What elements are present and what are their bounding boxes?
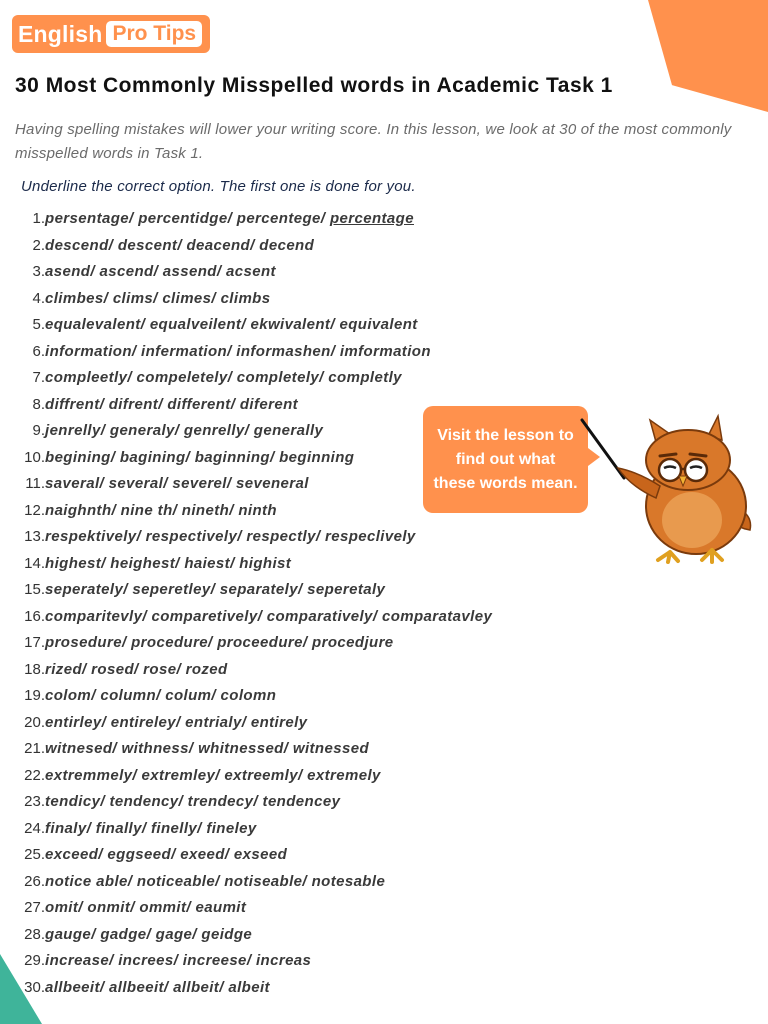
option[interactable]: several: [108, 475, 164, 492]
option[interactable]: extreemly: [224, 766, 298, 784]
option[interactable]: allbeeit: [45, 978, 100, 996]
item-options: naighnth/ nine th/ nineth/ ninth: [45, 501, 277, 519]
option[interactable]: assend: [162, 263, 217, 280]
item-options: omit/ onmit/ ommit/ eaumit: [45, 899, 247, 916]
option[interactable]: allbeit: [173, 978, 220, 996]
option[interactable]: entirely: [250, 713, 308, 731]
option[interactable]: separately: [219, 581, 298, 598]
option[interactable]: column: [100, 687, 157, 704]
brand-logo: [12, 15, 210, 53]
option[interactable]: clims: [112, 289, 154, 307]
option[interactable]: bagining: [119, 448, 186, 466]
option[interactable]: generally: [253, 422, 324, 439]
option[interactable]: infermation: [141, 342, 228, 360]
brand-name: English: [18, 20, 103, 47]
corner-decoration-top: [648, 0, 768, 112]
option[interactable]: eggseed: [107, 846, 172, 863]
list-item: [0, 312, 600, 339]
item-number: 20.: [24, 713, 45, 731]
option[interactable]: exseed: [233, 846, 288, 863]
item-options: comparitevly/ comparetively/ comparatively/ comparatavley: [45, 607, 493, 625]
list-item: [0, 683, 600, 710]
option[interactable]: seperetaly: [307, 581, 386, 598]
list-item: [0, 657, 600, 684]
option[interactable]: descend: [45, 236, 109, 254]
option[interactable]: asend: [45, 263, 91, 280]
item-options: saveral/ several/ severel/ seveneral: [45, 475, 309, 492]
option[interactable]: tendicy: [45, 793, 101, 810]
list-item: [0, 233, 600, 260]
option[interactable]: seveneral: [236, 475, 309, 492]
option[interactable]: notice able: [45, 872, 128, 890]
option[interactable]: equalveilent: [149, 316, 242, 333]
option[interactable]: proceedure: [217, 634, 303, 651]
option[interactable]: deacend: [186, 236, 251, 254]
option[interactable]: naighnth: [45, 501, 112, 519]
option[interactable]: seperetley: [132, 581, 211, 598]
option[interactable]: extremmely: [45, 766, 133, 784]
option[interactable]: rose: [143, 660, 177, 678]
item-options: compleetly/ compeletely/ completely/ completly: [45, 369, 402, 386]
list-item: [0, 895, 600, 922]
option[interactable]: increase: [45, 952, 110, 969]
list-item: [0, 789, 600, 816]
option[interactable]: whitnessed: [198, 740, 284, 757]
option[interactable]: climbes: [45, 289, 104, 307]
list-item: [0, 577, 600, 604]
option[interactable]: begining: [45, 448, 111, 466]
option[interactable]: seperately: [45, 581, 124, 598]
option[interactable]: persentage: [45, 210, 130, 227]
item-options: descend/ descent/ deacend/ decend: [45, 236, 315, 254]
option[interactable]: equivalent: [339, 316, 418, 333]
option[interactable]: diffrent: [45, 395, 100, 413]
item-number: 5.: [32, 316, 45, 333]
option[interactable]: equalevalent: [45, 316, 141, 333]
option[interactable]: genrelly: [183, 422, 245, 439]
item-number: 1.: [32, 210, 45, 227]
pointer-stick-icon: [582, 420, 624, 478]
option[interactable]: acsent: [226, 263, 276, 280]
option[interactable]: entirley: [45, 713, 102, 731]
item-number: 26.: [24, 872, 45, 890]
list-item: [0, 259, 600, 286]
option[interactable]: noticeable: [136, 872, 216, 890]
item-options: gauge/ gadge/ gage/ geidge: [45, 925, 253, 943]
option[interactable]: ascend: [99, 263, 154, 280]
option[interactable]: respeclively: [324, 528, 416, 545]
item-options: extremmely/ extremley/ extreemly/ extremely: [45, 766, 381, 784]
option[interactable]: tendencey: [262, 793, 341, 810]
option[interactable]: diferent: [239, 395, 299, 413]
list-item: [0, 975, 600, 1002]
page-title: 30 Most Commonly Misspelled words in Academic Task 1: [15, 74, 613, 97]
list-item: [0, 206, 600, 233]
item-options: notice able/ noticeable/ notiseable/ notesable: [45, 872, 386, 890]
item-options: allbeeit/ allbeeit/ allbeit/ albeit: [45, 978, 270, 996]
option[interactable]: completely: [236, 369, 320, 386]
option[interactable]: gage: [155, 925, 193, 943]
option[interactable]: haiest: [184, 554, 231, 572]
item-number: 27.: [24, 899, 45, 916]
owl-teacher-icon: [578, 412, 756, 564]
option-answer[interactable]: percentage: [329, 210, 414, 227]
option[interactable]: onmit: [87, 899, 131, 916]
option[interactable]: entrialy: [185, 713, 242, 731]
option[interactable]: finaly: [45, 819, 87, 837]
item-number: 30.: [24, 978, 45, 996]
item-options: equalevalent/ equalveilent/ ekwivalent/ equivalent: [45, 316, 418, 333]
option[interactable]: severel: [172, 475, 227, 492]
item-number: 18.: [24, 660, 45, 678]
option[interactable]: geidge: [201, 925, 253, 943]
item-options: prosedure/ procedure/ proceedure/ procedjure: [45, 634, 394, 651]
list-item: [0, 869, 600, 896]
option[interactable]: saveral: [45, 475, 100, 492]
option[interactable]: difrent: [108, 395, 159, 413]
item-options: jenrelly/ generaly/ genrelly/ generally: [45, 422, 324, 439]
option[interactable]: ekwivalent: [250, 316, 331, 333]
list-item: [0, 736, 600, 763]
option[interactable]: procedure: [131, 634, 209, 651]
option[interactable]: highest: [45, 554, 102, 572]
item-options: entirley/ entireley/ entrialy/ entirely: [45, 713, 308, 731]
item-number: 3.: [32, 263, 45, 280]
option[interactable]: jenrelly: [45, 422, 101, 439]
option[interactable]: prosedure: [45, 634, 122, 651]
item-number: 2.: [32, 236, 45, 254]
item-options: rized/ rosed/ rose/ rozed: [45, 660, 228, 678]
option[interactable]: imformation: [339, 342, 431, 360]
item-options: colom/ column/ colum/ colomn: [45, 687, 277, 704]
option[interactable]: rosed: [91, 660, 135, 678]
option[interactable]: nineth: [181, 501, 230, 519]
item-number: 29.: [24, 952, 45, 969]
list-item: [0, 922, 600, 949]
option[interactable]: finally: [95, 819, 142, 837]
item-number: 25.: [24, 846, 45, 863]
option[interactable]: witnesed: [45, 740, 113, 757]
list-item: [0, 948, 600, 975]
option[interactable]: baginning: [194, 448, 270, 466]
item-number: 6.: [32, 342, 45, 360]
option[interactable]: ommit: [139, 899, 187, 916]
brand-pill: Pro Tips: [106, 21, 202, 47]
option[interactable]: highist: [239, 554, 292, 572]
option[interactable]: increas: [255, 952, 312, 969]
list-item: [0, 710, 600, 737]
list-item: [0, 842, 600, 869]
list-item: [0, 286, 600, 313]
item-number: 15.: [24, 581, 45, 598]
option[interactable]: allbeeit: [109, 978, 164, 996]
item-number: 9.: [32, 422, 45, 439]
option[interactable]: extremely: [307, 766, 381, 784]
option[interactable]: descent: [117, 236, 178, 254]
option[interactable]: increes: [118, 952, 174, 969]
item-number: 22.: [24, 766, 45, 784]
option[interactable]: exeed: [180, 846, 225, 863]
option[interactable]: procedjure: [312, 634, 394, 651]
item-number: 24.: [24, 819, 45, 837]
option[interactable]: respectly: [246, 528, 316, 545]
item-options: persentage/ percentidge/ percentege/ percentage: [45, 210, 414, 227]
callout-text: Visit the lesson to find out what these words mean.: [433, 426, 578, 492]
list-item: [0, 763, 600, 790]
item-options: tendicy/ tendency/ trendecy/ tendencey: [45, 793, 341, 810]
item-options: begining/ bagining/ baginning/ beginning: [45, 448, 355, 466]
option[interactable]: completly: [328, 369, 402, 386]
option[interactable]: increese: [182, 952, 247, 969]
option[interactable]: climbs: [220, 289, 271, 307]
item-options: highest/ heighest/ haiest/ highist: [45, 554, 292, 572]
option[interactable]: colum: [165, 687, 212, 704]
option[interactable]: respectively: [145, 528, 238, 545]
option[interactable]: colomn: [220, 687, 277, 704]
option[interactable]: comparatively: [266, 607, 373, 625]
option[interactable]: ninth: [238, 501, 277, 519]
list-item: [0, 339, 600, 366]
list-item: [0, 524, 600, 551]
item-options: climbes/ clims/ climes/ climbs: [45, 289, 271, 307]
option[interactable]: percentidge: [138, 210, 228, 227]
option[interactable]: notesable: [311, 872, 386, 890]
item-number: 17.: [24, 634, 45, 651]
option[interactable]: comparetively: [151, 607, 258, 625]
item-options: respektively/ respectively/ respectly/ respeclively: [45, 528, 416, 545]
item-number: 28.: [24, 925, 45, 943]
item-options: exceed/ eggseed/ exeed/ exseed: [45, 846, 288, 863]
option[interactable]: rized: [45, 660, 83, 678]
item-number: 19.: [24, 687, 45, 704]
option[interactable]: information: [45, 342, 132, 360]
option[interactable]: gauge: [45, 925, 92, 943]
option[interactable]: compeletely: [136, 369, 228, 386]
option[interactable]: trendecy: [187, 793, 254, 810]
option[interactable]: witnessed: [292, 740, 370, 757]
item-number: 8.: [32, 395, 45, 413]
list-item: [0, 630, 600, 657]
item-options: witnesed/ withness/ whitnessed/ witnessed: [45, 740, 370, 757]
item-number: 10.: [24, 448, 45, 466]
option[interactable]: colom: [45, 687, 92, 704]
item-number: 16.: [24, 607, 45, 625]
option[interactable]: comparatavley: [381, 607, 493, 625]
list-item: [0, 365, 600, 392]
item-options: information/ infermation/ informashen/ imformation: [45, 342, 431, 360]
item-number: 21.: [24, 740, 45, 757]
option[interactable]: nine th: [120, 501, 173, 519]
instruction-text: Underline the correct option. The first one is done for you.: [21, 178, 416, 195]
item-options: seperately/ seperetley/ separately/ seperetaly: [45, 581, 386, 598]
list-item: [0, 604, 600, 631]
option[interactable]: informashen: [236, 342, 331, 360]
word-list: [0, 206, 600, 1001]
option[interactable]: percentege: [236, 210, 321, 227]
option[interactable]: compleetly: [45, 369, 128, 386]
item-number: 14.: [24, 554, 45, 572]
option[interactable]: entireley: [110, 713, 177, 731]
item-number: 13.: [24, 528, 45, 545]
option[interactable]: rozed: [185, 660, 228, 678]
item-options: increase/ increes/ increese/ increas: [45, 952, 312, 969]
option[interactable]: albeit: [228, 978, 270, 996]
option[interactable]: gadge: [100, 925, 147, 943]
option[interactable]: withness: [121, 740, 189, 757]
item-number: 12.: [24, 501, 45, 519]
option[interactable]: tendency: [109, 793, 179, 810]
option[interactable]: respektively: [45, 528, 137, 545]
option[interactable]: generaly: [109, 422, 175, 439]
option[interactable]: beginning: [279, 448, 355, 466]
item-number: 11.: [25, 475, 45, 492]
option[interactable]: exceed: [45, 846, 99, 863]
intro-text: Having spelling mistakes will lower your writing score. In this lesson, we look at 30 of the most commonly misspelled words in Task 1.: [15, 121, 732, 162]
item-number: 7.: [32, 369, 45, 386]
item-options: asend/ ascend/ assend/ acsent: [45, 263, 276, 280]
item-number: 4.: [32, 289, 45, 307]
option[interactable]: omit: [45, 899, 79, 916]
option[interactable]: extremley: [141, 766, 216, 784]
item-options: finaly/ finally/ finelly/ fineley: [45, 819, 257, 837]
option[interactable]: eaumit: [195, 899, 247, 916]
lesson-callout: [423, 406, 588, 513]
option[interactable]: decend: [259, 236, 315, 254]
list-item: [0, 551, 600, 578]
option[interactable]: notiseable: [224, 872, 303, 890]
option[interactable]: climes: [162, 289, 212, 307]
list-item: [0, 816, 600, 843]
option[interactable]: fineley: [206, 819, 257, 837]
option[interactable]: heighest: [110, 554, 176, 572]
item-options: diffrent/ difrent/ different/ diferent: [45, 395, 299, 413]
option[interactable]: comparitevly: [45, 607, 143, 625]
item-number: 23.: [24, 793, 45, 810]
option[interactable]: finelly: [151, 819, 198, 837]
option[interactable]: different: [167, 395, 231, 413]
